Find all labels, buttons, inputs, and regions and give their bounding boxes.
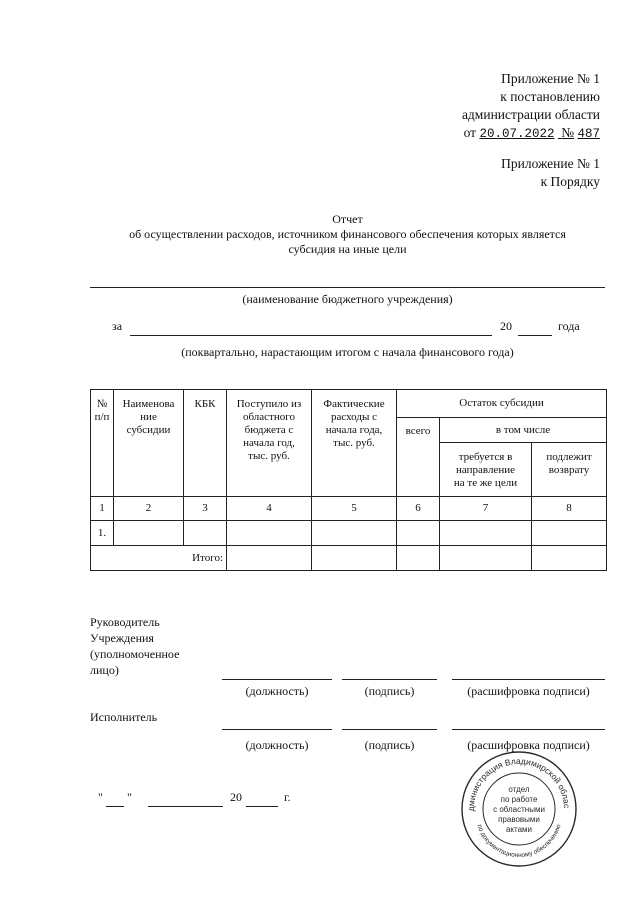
executor-position-caption: (должность) (245, 738, 309, 752)
header-received-l2: областного (242, 411, 295, 423)
date-year-line (246, 806, 278, 807)
executor-decode-caption: (расшифровка подписи) (467, 738, 590, 752)
col-num-2: 2 (114, 497, 184, 521)
period-caption: (поквартально, нарастающим итогом с начала финансового года) (181, 345, 514, 359)
header-including: в том числе (440, 418, 607, 443)
stamp-center-l5: актами (505, 825, 533, 834)
period-year-suffix: года (558, 319, 580, 333)
stamp-center-l3: с областными (493, 805, 545, 814)
col-num-3: 3 (184, 497, 227, 521)
row1-cell (227, 521, 312, 546)
header-num (91, 390, 114, 497)
row1-cell (114, 521, 184, 546)
executor-decode-line (452, 729, 605, 730)
date-year-prefix: 20 (230, 790, 242, 804)
header-name-l3: субсидии (126, 424, 171, 436)
period-line (130, 335, 492, 336)
executor-signature-caption: (подпись) (364, 738, 415, 752)
head-l1: Руководитель (90, 615, 160, 629)
total-row (91, 546, 607, 571)
stamp-center-l2: по работе (500, 795, 538, 804)
stamp-seal-icon (460, 750, 578, 868)
header-actual (312, 390, 397, 497)
number-label: № (561, 125, 575, 140)
total-label: Итого: (91, 546, 227, 571)
resolution-date: 20.07.2022 (479, 127, 555, 141)
date-year-suffix: г. (284, 790, 291, 804)
stamp-ring-text: дминистрация Владимирской облас (465, 755, 573, 812)
header-received-l3: бюджета с (244, 424, 294, 436)
col-num-1: 1 (91, 497, 114, 521)
header-num-text: № п/п (94, 398, 110, 423)
stamp-ring-text-bottom: по документационному обеспечению (475, 823, 563, 860)
appendix2-block (501, 155, 600, 191)
report-subtitle-line2: субсидия на иные цели (288, 242, 407, 256)
appendix1-date-line (462, 124, 600, 143)
header-return-l2: возврату (548, 464, 590, 476)
executor-label: Исполнитель (90, 710, 158, 724)
header-balance: Остаток субсидии (397, 390, 607, 418)
header-received (227, 390, 312, 497)
report-title: Отчет (332, 212, 363, 226)
date-quote-open: " (98, 790, 103, 804)
col-num-4: 4 (227, 497, 312, 521)
head-position-caption: (должность) (245, 684, 309, 698)
period-year-line (518, 335, 552, 336)
col-num-5: 5 (312, 497, 397, 521)
date-quote-close: " (127, 790, 132, 804)
row1-cell (312, 521, 397, 546)
head-decode-caption: (расшифровка подписи) (467, 684, 590, 698)
appendix1-line3: администрации области (461, 107, 600, 122)
institution-caption: (наименование бюджетного учреждения) (242, 292, 453, 306)
institution-line (90, 287, 605, 288)
header-received-l1: Поступило из (236, 398, 302, 410)
total-cell (440, 546, 532, 571)
period-year-prefix: 20 (500, 319, 512, 333)
report-subtitle-line1: об осуществлении расходов, источником финансового обеспечения которых является (129, 227, 566, 241)
head-position-line (222, 679, 332, 680)
date-month-line (148, 806, 223, 807)
header-required (440, 443, 532, 497)
executor-signature-line (342, 729, 437, 730)
official-stamp (460, 750, 578, 868)
col-num-6: 6 (397, 497, 440, 521)
row1-cell (184, 521, 227, 546)
header-kbk: КБК (184, 390, 227, 497)
resolution-number: 487 (577, 127, 600, 141)
executor-position-line (222, 729, 332, 730)
row1-cell (532, 521, 607, 546)
head-l4: лицо) (90, 663, 119, 677)
header-received-l4: начала год, (243, 437, 295, 449)
col-num-7: 7 (440, 497, 532, 521)
period-prefix: за (112, 319, 123, 333)
head-l2: Учреждения (90, 631, 154, 645)
header-return-l1: подлежит (546, 451, 592, 463)
header-actual-l4: тыс. руб. (333, 437, 375, 449)
head-l3: (уполномоченное (90, 647, 180, 661)
total-cell (227, 546, 312, 571)
total-cell (532, 546, 607, 571)
appendix1-title: Приложение № 1 (501, 71, 600, 86)
header-name (114, 390, 184, 497)
appendix1-line2: к постановлению (500, 89, 600, 104)
row1-cell (440, 521, 532, 546)
stamp-center-l1: отдел (508, 785, 530, 794)
header-return (532, 443, 607, 497)
appendix1-block (462, 70, 600, 143)
column-number-row (91, 497, 607, 521)
col-num-8: 8 (532, 497, 607, 521)
header-name-l2: ние (140, 411, 157, 423)
header-total: всего (397, 418, 440, 497)
date-day-line (106, 806, 124, 807)
header-required-l3: на те же цели (453, 477, 518, 489)
total-cell (312, 546, 397, 571)
appendix2-line2: к Порядку (540, 174, 600, 189)
report-title-block (90, 212, 605, 257)
header-required-l1: требуется в (458, 451, 513, 463)
appendix2-title: Приложение № 1 (501, 156, 600, 171)
row1-num: 1. (91, 521, 114, 546)
head-decode-line (452, 679, 605, 680)
stamp-center-l4: правовыми (498, 815, 540, 824)
from-label: от (463, 125, 477, 140)
header-actual-l3: начала года, (325, 424, 383, 436)
header-required-l2: направление (456, 464, 515, 476)
head-label (90, 614, 179, 678)
row1-cell (397, 521, 440, 546)
header-actual-l1: Фактические (323, 398, 385, 410)
header-name-l1: Наименова (122, 398, 175, 410)
report-table (90, 389, 607, 571)
total-cell (397, 546, 440, 571)
table-row (91, 521, 607, 546)
head-signature-line (342, 679, 437, 680)
header-actual-l2: расходы с (330, 411, 377, 423)
header-received-l5: тыс. руб. (248, 450, 290, 462)
head-signature-caption: (подпись) (364, 684, 415, 698)
